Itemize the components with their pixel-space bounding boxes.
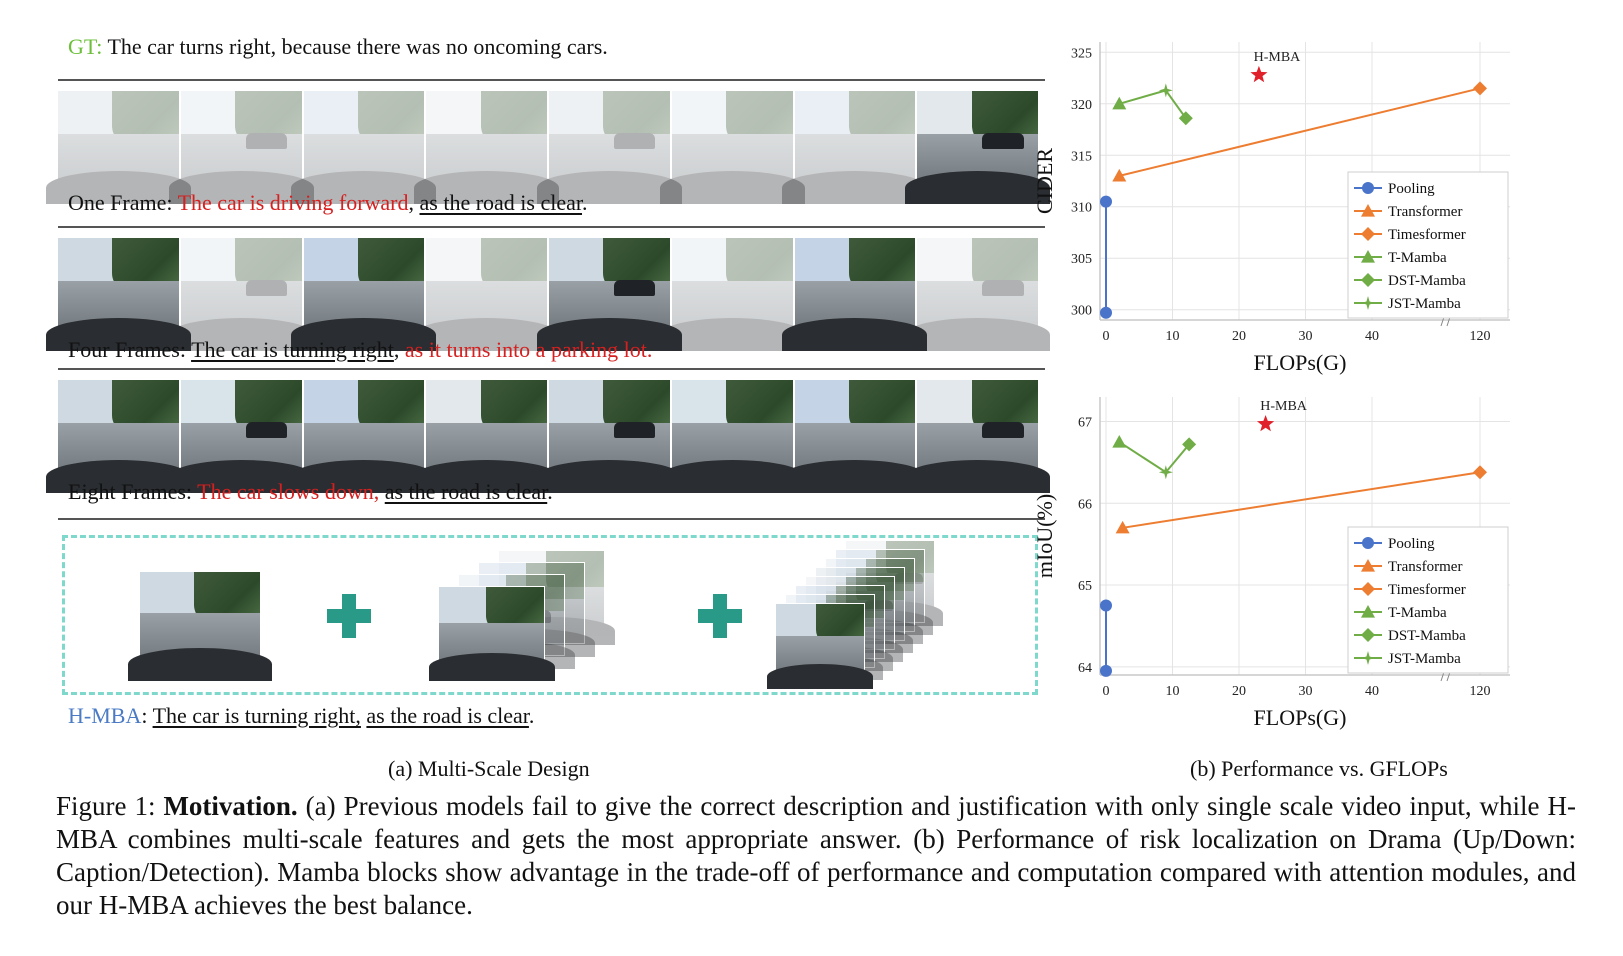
divider [58, 518, 1045, 520]
x-tick-label: 30 [1298, 329, 1313, 344]
hmba-caption [68, 703, 534, 729]
video-frame [58, 380, 179, 476]
one-frame-red: The car is driving forward [177, 190, 409, 215]
x-tick-label: 20 [1232, 329, 1246, 344]
legend-label: Pooling [1388, 536, 1435, 552]
x-axis-label: FLOPs(G) [1253, 705, 1347, 730]
x-tick-label: 0 [1102, 329, 1110, 344]
divider [58, 368, 1045, 370]
hmba-end: . [528, 703, 535, 728]
dst-mamba-point [1179, 111, 1193, 125]
one-frame-caption [68, 190, 588, 216]
pooling-point [1100, 196, 1112, 208]
video-frame [795, 238, 916, 334]
video-frame [549, 91, 670, 187]
video-frame [795, 91, 916, 187]
timesformer-point [1473, 81, 1487, 95]
stacked-frame [775, 603, 865, 677]
legend-label: JST-Mamba [1388, 296, 1461, 312]
hmba-label: H-MBA [68, 703, 142, 728]
pooling-point [1100, 665, 1112, 677]
four-frames-label: Four Frames: [68, 337, 186, 362]
eight-frames-label: Eight Frames: [68, 479, 193, 504]
one-frame-sep: , [408, 190, 414, 215]
figure-caption-prefix: Figure 1: [56, 791, 156, 821]
jst-mamba-point [1159, 83, 1173, 97]
legend-label: DST-Mamba [1388, 628, 1466, 644]
eight-frame-stack [775, 540, 955, 680]
plus-icon [327, 594, 371, 638]
legend-label: Pooling [1388, 181, 1435, 197]
frame-strip-one [58, 91, 1038, 187]
figure-caption [56, 790, 1576, 922]
gt-label: GT: [68, 34, 103, 59]
timesformer-point [1473, 465, 1487, 479]
figure-caption-text: (a) Previous models fail to give the correct description and justification with only single scale video input, while H-MBA combines multi-scale features and gets the most appropriate answer. (b) Performance of risk localization on Drama (Up/Down: Caption/Detection). Mamba blocks show advantage in the trade-off of performance and computation compared with attention modules, and our H-MBA achieves the best balance. [56, 791, 1577, 920]
video-frame [549, 238, 670, 334]
x-tick-label: 40 [1365, 684, 1379, 699]
legend-label: T-Mamba [1388, 250, 1447, 266]
hmba-colon: : [141, 703, 148, 728]
cider-chart [1032, 30, 1580, 390]
legend-marker [1362, 537, 1374, 549]
four-frames-caption [68, 337, 652, 363]
y-tick-label: 300 [1071, 303, 1092, 319]
video-frame [58, 238, 179, 334]
x-tick-label: 30 [1298, 684, 1313, 699]
video-frame [672, 380, 793, 476]
legend-label: Timesformer [1388, 227, 1466, 243]
video-frame [439, 587, 544, 667]
divider [58, 226, 1045, 228]
y-tick-label: 65 [1078, 579, 1092, 595]
mamba-line [1119, 90, 1186, 118]
video-frame [917, 91, 1038, 187]
x-tick-label: 10 [1165, 684, 1180, 699]
video-frame [917, 380, 1038, 476]
eight-frames-ul: as the road is clear [384, 479, 548, 504]
video-frame [917, 238, 1038, 334]
pooling-point [1100, 307, 1112, 319]
one-frame-label: One Frame: [68, 190, 173, 215]
mamba-line [1119, 442, 1189, 472]
video-frame [776, 604, 864, 676]
pooling-point [1100, 600, 1112, 612]
y-axis-label: mIoU(%) [1032, 493, 1057, 579]
four-frames-red: as it turns into a parking lot. [404, 337, 653, 362]
stacked-frame [438, 586, 545, 668]
gt-line [68, 34, 608, 60]
video-frame [426, 91, 547, 187]
gt-text: The car turns right, because there was no oncoming cars. [107, 34, 608, 59]
eight-frames-caption [68, 479, 553, 505]
transformer-line [1123, 472, 1480, 528]
video-frame [140, 572, 260, 664]
frame-strip-eight [58, 380, 1038, 476]
video-frame [304, 238, 425, 334]
video-frame [426, 380, 547, 476]
y-tick-label: 66 [1078, 497, 1092, 513]
legend-label: Transformer [1388, 204, 1463, 220]
h-mba-point [1250, 66, 1267, 82]
video-frame [672, 91, 793, 187]
legend-label: JST-Mamba [1388, 651, 1461, 667]
figure-caption-bold: Motivation. [163, 791, 298, 821]
hmba-ul2: as the road is clear [366, 703, 529, 728]
y-axis-label: CIDER [1032, 148, 1057, 214]
one-frame-end: . [582, 190, 588, 215]
y-tick-label: 67 [1078, 415, 1092, 431]
x-tick-label: 120 [1469, 329, 1491, 344]
four-frame-stack [438, 550, 618, 675]
miou-chart [1032, 385, 1580, 745]
frame-strip-four [58, 238, 1038, 334]
x-tick-label: 0 [1102, 684, 1110, 699]
x-axis-label: FLOPs(G) [1253, 350, 1347, 375]
divider [58, 79, 1045, 81]
hmba-annotation: H-MBA [1253, 49, 1301, 65]
video-frame [58, 91, 179, 187]
video-frame [181, 380, 302, 476]
video-frame [181, 91, 302, 187]
y-tick-label: 315 [1071, 149, 1092, 165]
eight-frames-red: The car slows down, [197, 479, 380, 504]
y-tick-label: 64 [1078, 660, 1092, 676]
hmba-annotation: H-MBA [1260, 398, 1307, 414]
video-frame [426, 238, 547, 334]
one-frame-ul: as the road is clear [419, 190, 582, 215]
single-frame-image [140, 572, 260, 664]
legend-label: DST-Mamba [1388, 273, 1466, 289]
video-frame [549, 380, 670, 476]
video-frame [181, 238, 302, 334]
y-tick-label: 320 [1071, 97, 1092, 113]
legend-label: Timesformer [1388, 582, 1466, 598]
hmba-ul1: The car is turning right, [152, 703, 361, 728]
video-frame [304, 380, 425, 476]
y-tick-label: 305 [1071, 252, 1092, 268]
legend-marker [1362, 182, 1374, 194]
legend-label: Transformer [1388, 559, 1463, 575]
four-frames-ul: The car is turning right [191, 337, 394, 362]
x-tick-label: 120 [1469, 684, 1491, 699]
y-tick-label: 310 [1071, 200, 1092, 216]
plus-icon [698, 594, 742, 638]
x-tick-label: 40 [1365, 329, 1379, 344]
h-mba-point [1257, 415, 1274, 431]
video-frame [795, 380, 916, 476]
legend-label: T-Mamba [1388, 605, 1447, 621]
subcaption-a: (a) Multi-Scale Design [388, 756, 590, 781]
y-tick-label: 325 [1071, 46, 1092, 62]
video-frame [304, 91, 425, 187]
four-frames-sep: , [393, 337, 400, 362]
eight-frames-end: . [547, 479, 553, 504]
t-mamba-point [1112, 435, 1126, 448]
x-tick-label: 10 [1165, 329, 1180, 344]
x-tick-label: 20 [1232, 684, 1246, 699]
subcaption-b: (b) Performance vs. GFLOPs [1190, 756, 1448, 781]
video-frame [672, 238, 793, 334]
